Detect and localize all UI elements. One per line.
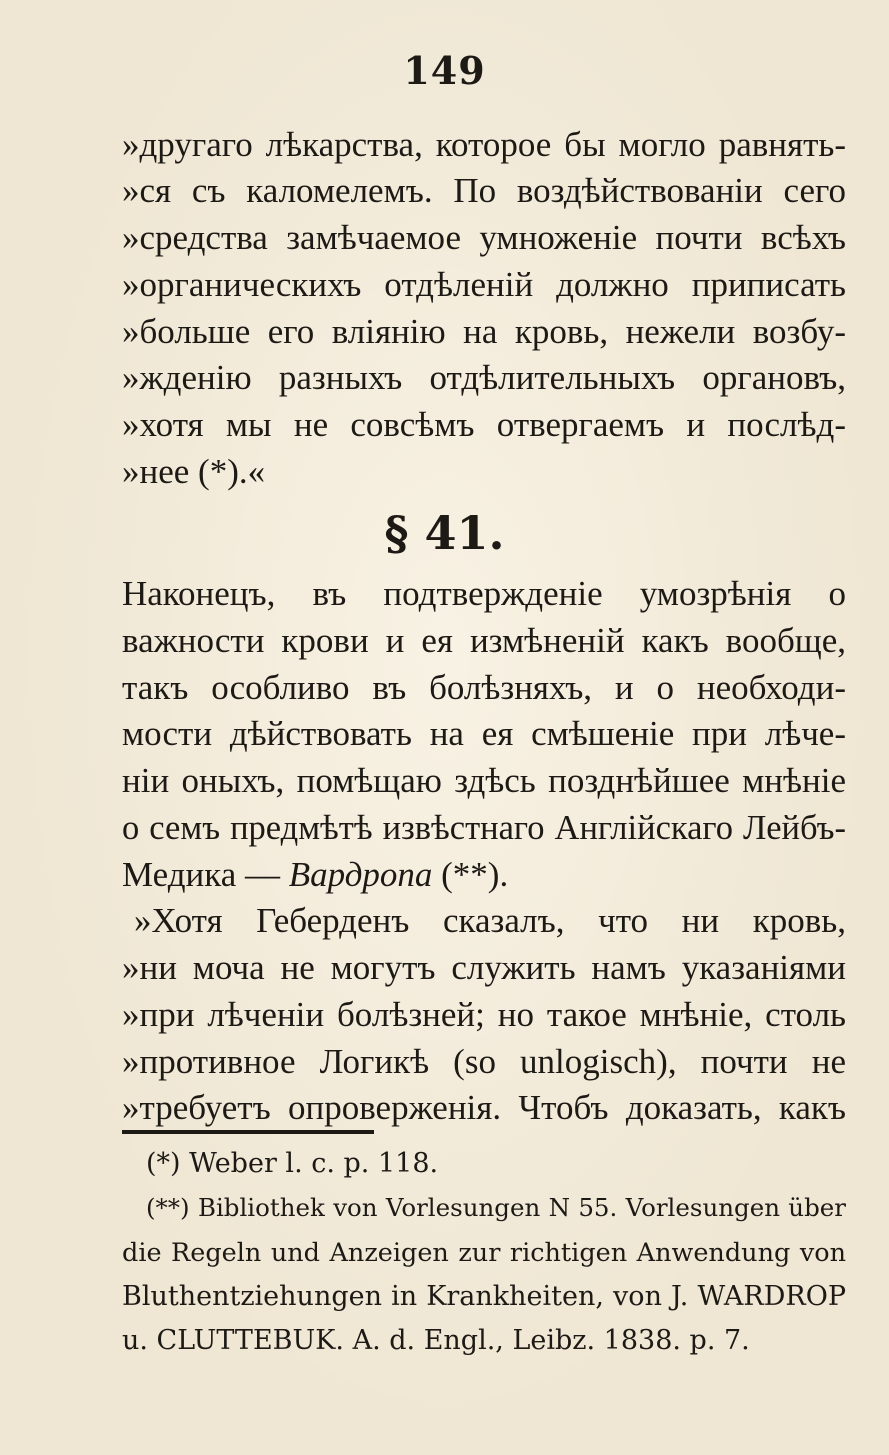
footnote-line: die Regeln und Anzeigen zur richtigen Anwendung von xyxy=(122,1238,846,1268)
body-line: о семъ предмѣтѣ извѣстнаго Англійскаго Лейбъ- xyxy=(122,809,846,847)
body-line: важности крови и ея измѣненій какъ вообще, xyxy=(122,621,846,660)
body-line: ніи оныхъ, помѣщаю здѣсь позднѣйшее мнѣніе xyxy=(122,761,846,800)
footnote-line: (**) Bibliothek von Vorlesungen N 55. Vorlesungen über xyxy=(146,1193,846,1222)
body-line: »хотя мы не совсѣмъ отвергаемъ и послѣд- xyxy=(122,405,846,444)
body-line: »противное Логикѣ (so unlogisch), почти не xyxy=(122,1042,846,1081)
author-name-italic: Вардропа xyxy=(288,855,433,894)
body-line: »другаго лѣкарства, которое бы могло равнять- xyxy=(122,125,846,164)
body-line: »при лѣченіи болѣзней; но такое мнѣніе, столь xyxy=(122,995,846,1034)
footnote-rule xyxy=(122,1130,374,1134)
body-line: »органическихъ отдѣленій должно приписать xyxy=(122,265,846,304)
body-line: Наконецъ, въ подтвержденіе умозрѣнія о xyxy=(122,574,846,613)
body-line: »требуетъ опроверженія. Чтобъ доказать, какъ xyxy=(122,1088,846,1127)
body-line: »средства замѣчаемое умноженіе почти всѣхъ xyxy=(122,218,846,257)
body-line: мости дѣйствовать на ея смѣшеніе при лѣче- xyxy=(122,714,846,753)
section-heading: § 41. xyxy=(384,506,505,560)
body-line: такъ особливо въ болѣзняхъ, и о необходи- xyxy=(122,668,846,707)
page-number: 149 xyxy=(403,48,486,93)
body-line: »ся съ каломелемъ. По воздѣйствованіи сего xyxy=(122,171,846,210)
footnote-line: Bluthentziehungen in Krankheiten, von J. WARDROP xyxy=(122,1281,846,1312)
text-run: (**). xyxy=(432,855,509,894)
footnote-line: (*) Weber l. c. p. 118. xyxy=(146,1148,439,1179)
body-line: »Хотя Геберденъ сказалъ, что ни кровь, xyxy=(134,901,846,940)
body-line: »больше его вліянію на кровь, нежели возбу- xyxy=(122,312,846,351)
body-line: »жденію разныхъ отдѣлительныхъ органовъ, xyxy=(122,358,846,397)
body-line: »нее (*).« xyxy=(122,452,266,491)
body-line xyxy=(122,855,508,895)
body-line: »ни моча не могутъ служить намъ указаніями xyxy=(122,948,846,987)
footnote-line: u. CLUTTEBUK. A. d. Engl., Leibz. 1838. p. 7. xyxy=(122,1325,750,1356)
text-run: Медика — xyxy=(122,855,289,894)
